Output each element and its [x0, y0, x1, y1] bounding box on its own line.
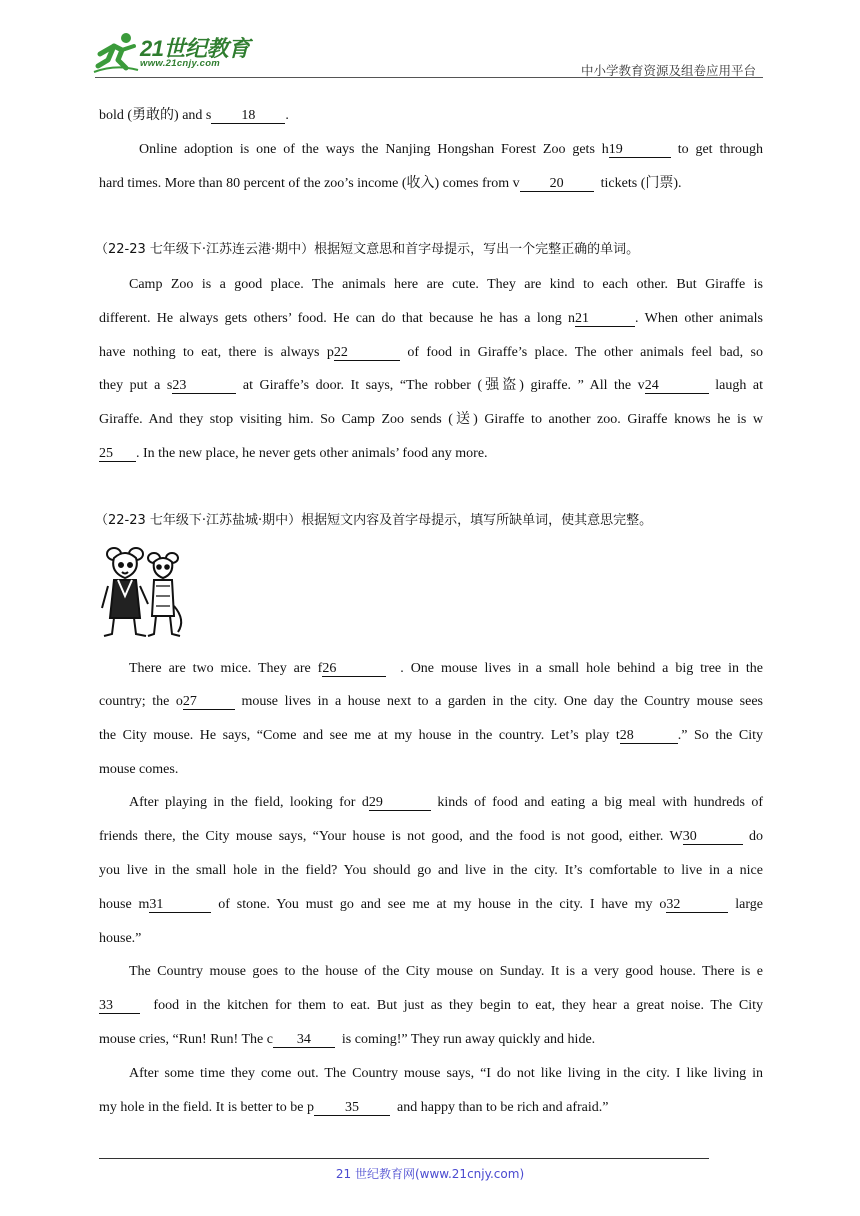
s2-line-6: [99, 445, 763, 463]
text: hard times. More than 80 percent of the zoo’s income (收入) comes from v: [99, 176, 520, 191]
answer-blank-33: 33: [99, 998, 140, 1014]
answer-blank-28: 28: [620, 728, 678, 744]
s3-b-line-4: [99, 896, 763, 914]
s3-a-line-2: [99, 693, 763, 711]
s3-a-line-3: [99, 727, 763, 745]
text: house m: [99, 897, 150, 912]
answer-blank-25: 25: [99, 446, 136, 462]
s3-c-line-1: The Country mouse goes to the house of the City mouse on Sunday. It is a very good house. There is e: [129, 964, 763, 979]
text: have nothing to eat, there is always p: [99, 345, 334, 360]
text: country; the o: [99, 694, 183, 709]
s3-c-line-2: [99, 997, 763, 1015]
platform-label: 中小学教育资源及组卷应用平台: [580, 63, 756, 78]
text: mouse cries, “Run! Run! The c: [99, 1032, 273, 1047]
answer-blank-19: 19: [609, 142, 671, 158]
text: do: [749, 829, 764, 844]
intro-line-1: [99, 107, 763, 125]
text: large: [735, 897, 763, 912]
text: of food in Giraffe’s place. The other animals feel bad, so: [407, 345, 764, 360]
answer-blank-29: 29: [369, 795, 431, 811]
text: food in the kitchen for them to eat. But just as they begin to eat, they hear a great noise. The City: [153, 998, 764, 1013]
footer-link[interactable]: 21 世纪教育网(www.21cnjy.com): [335, 1167, 525, 1181]
s2-line-2: [99, 310, 763, 328]
text: .: [285, 108, 289, 123]
text: tickets (门票).: [600, 176, 682, 191]
answer-blank-32: 32: [666, 897, 728, 913]
s2-line-5: Giraffe. And they stop visiting him. So Camp Zoo sends (送) Giraffe to another zoo. Giraffe knows he is w: [99, 412, 763, 427]
s3-b-line-5: house.”: [99, 931, 142, 946]
text: There are two mice. They are f: [129, 661, 323, 676]
section-2-title: （22-23 七年级下·江苏连云港·期中）根据短文意思和首字母提示，写出一个完整正确的单词。: [95, 242, 640, 257]
text: mouse lives in a house next to a garden in the city. One day the Country mouse sees: [241, 694, 764, 709]
s3-c-line-3: [99, 1031, 763, 1049]
intro-line-3: [99, 175, 763, 193]
text: After playing in the field, looking for d: [129, 795, 369, 810]
text: .” So the City: [677, 728, 763, 743]
text: . In the new place, he never gets other animals’ food any more.: [136, 446, 488, 461]
answer-blank-21: 21: [575, 311, 635, 327]
text: they put a s: [99, 378, 173, 393]
logo-url: www.21cnjy.com: [140, 58, 221, 69]
text: Online adoption is one of the ways the Nanjing Hongshan Forest Zoo gets h: [139, 142, 609, 157]
text: friends there, the City mouse says, “Your house is not good, and the food is not good, either. W: [99, 829, 683, 844]
text: . When other animals: [635, 311, 763, 326]
section-3-title: （22-23 七年级下·江苏盐城·期中）根据短文内容及首字母提示，填写所缺单词，使其意思完整。: [95, 513, 653, 528]
answer-blank-23: 23: [172, 378, 236, 394]
two-mice-illustration: [100, 546, 192, 642]
answer-blank-18: 18: [211, 108, 285, 124]
text: and happy than to be rich and afraid.”: [397, 1100, 609, 1115]
text: my hole in the field. It is better to be p: [99, 1100, 315, 1115]
answer-blank-26: 26: [322, 661, 386, 677]
intro-line-2: [139, 141, 763, 159]
s3-a-line-1: [129, 660, 763, 678]
answer-blank-27: 27: [183, 694, 235, 710]
answer-blank-34: 34: [273, 1032, 335, 1048]
text: laugh at: [715, 378, 764, 393]
s3-d-line-1: After some time they come out. The Country mouse says, “I do not like living in the city. I like living in: [129, 1066, 763, 1081]
s3-a-line-4: mouse comes.: [99, 762, 179, 777]
text: . One mouse lives in a small hole behind a big tree in the: [400, 661, 764, 676]
runner-logo-icon: [92, 30, 140, 74]
text: at Giraffe’s door. It says, “The robber (强盗) giraffe. ” All the v: [242, 378, 645, 393]
s2-line-3: [99, 344, 763, 362]
header-divider: [95, 77, 763, 78]
text: kinds of food and eating a big meal with hundreds of: [437, 795, 763, 810]
answer-blank-31: 31: [149, 897, 211, 913]
s3-d-line-2: [99, 1099, 763, 1117]
answer-blank-35: 35: [314, 1100, 390, 1116]
answer-blank-22: 22: [334, 345, 400, 361]
s3-b-line-2: [99, 828, 763, 846]
s2-line-4: [99, 377, 763, 395]
site-logo[interactable]: [92, 30, 262, 78]
text: different. He always gets others’ food. He can do that because he has a long n: [99, 311, 576, 326]
answer-blank-20: 20: [520, 176, 594, 192]
text: the City mouse. He says, “Come and see me at my house in the country. Let’s play t: [99, 728, 620, 743]
footer-divider: [99, 1158, 709, 1159]
answer-blank-30: 30: [683, 829, 743, 845]
s3-b-line-3: you live in the small hole in the field? You should go and live in the city. It’s comfortable to live in a nice: [99, 863, 763, 878]
text: is coming!” They run away quickly and hide.: [341, 1032, 596, 1047]
page-header: [0, 0, 860, 80]
text: of stone. You must go and see me at my house in the city. I have my o: [218, 897, 667, 912]
answer-blank-24: 24: [645, 378, 709, 394]
s3-b-line-1: [129, 794, 763, 812]
logo-text: 21世纪教育: [140, 36, 250, 61]
text: bold (勇敢的) and s: [99, 108, 212, 123]
s2-line-1: Camp Zoo is a good place. The animals here are cute. They are kind to each other. But Giraffe is: [129, 277, 763, 292]
text: to get through: [677, 142, 764, 157]
